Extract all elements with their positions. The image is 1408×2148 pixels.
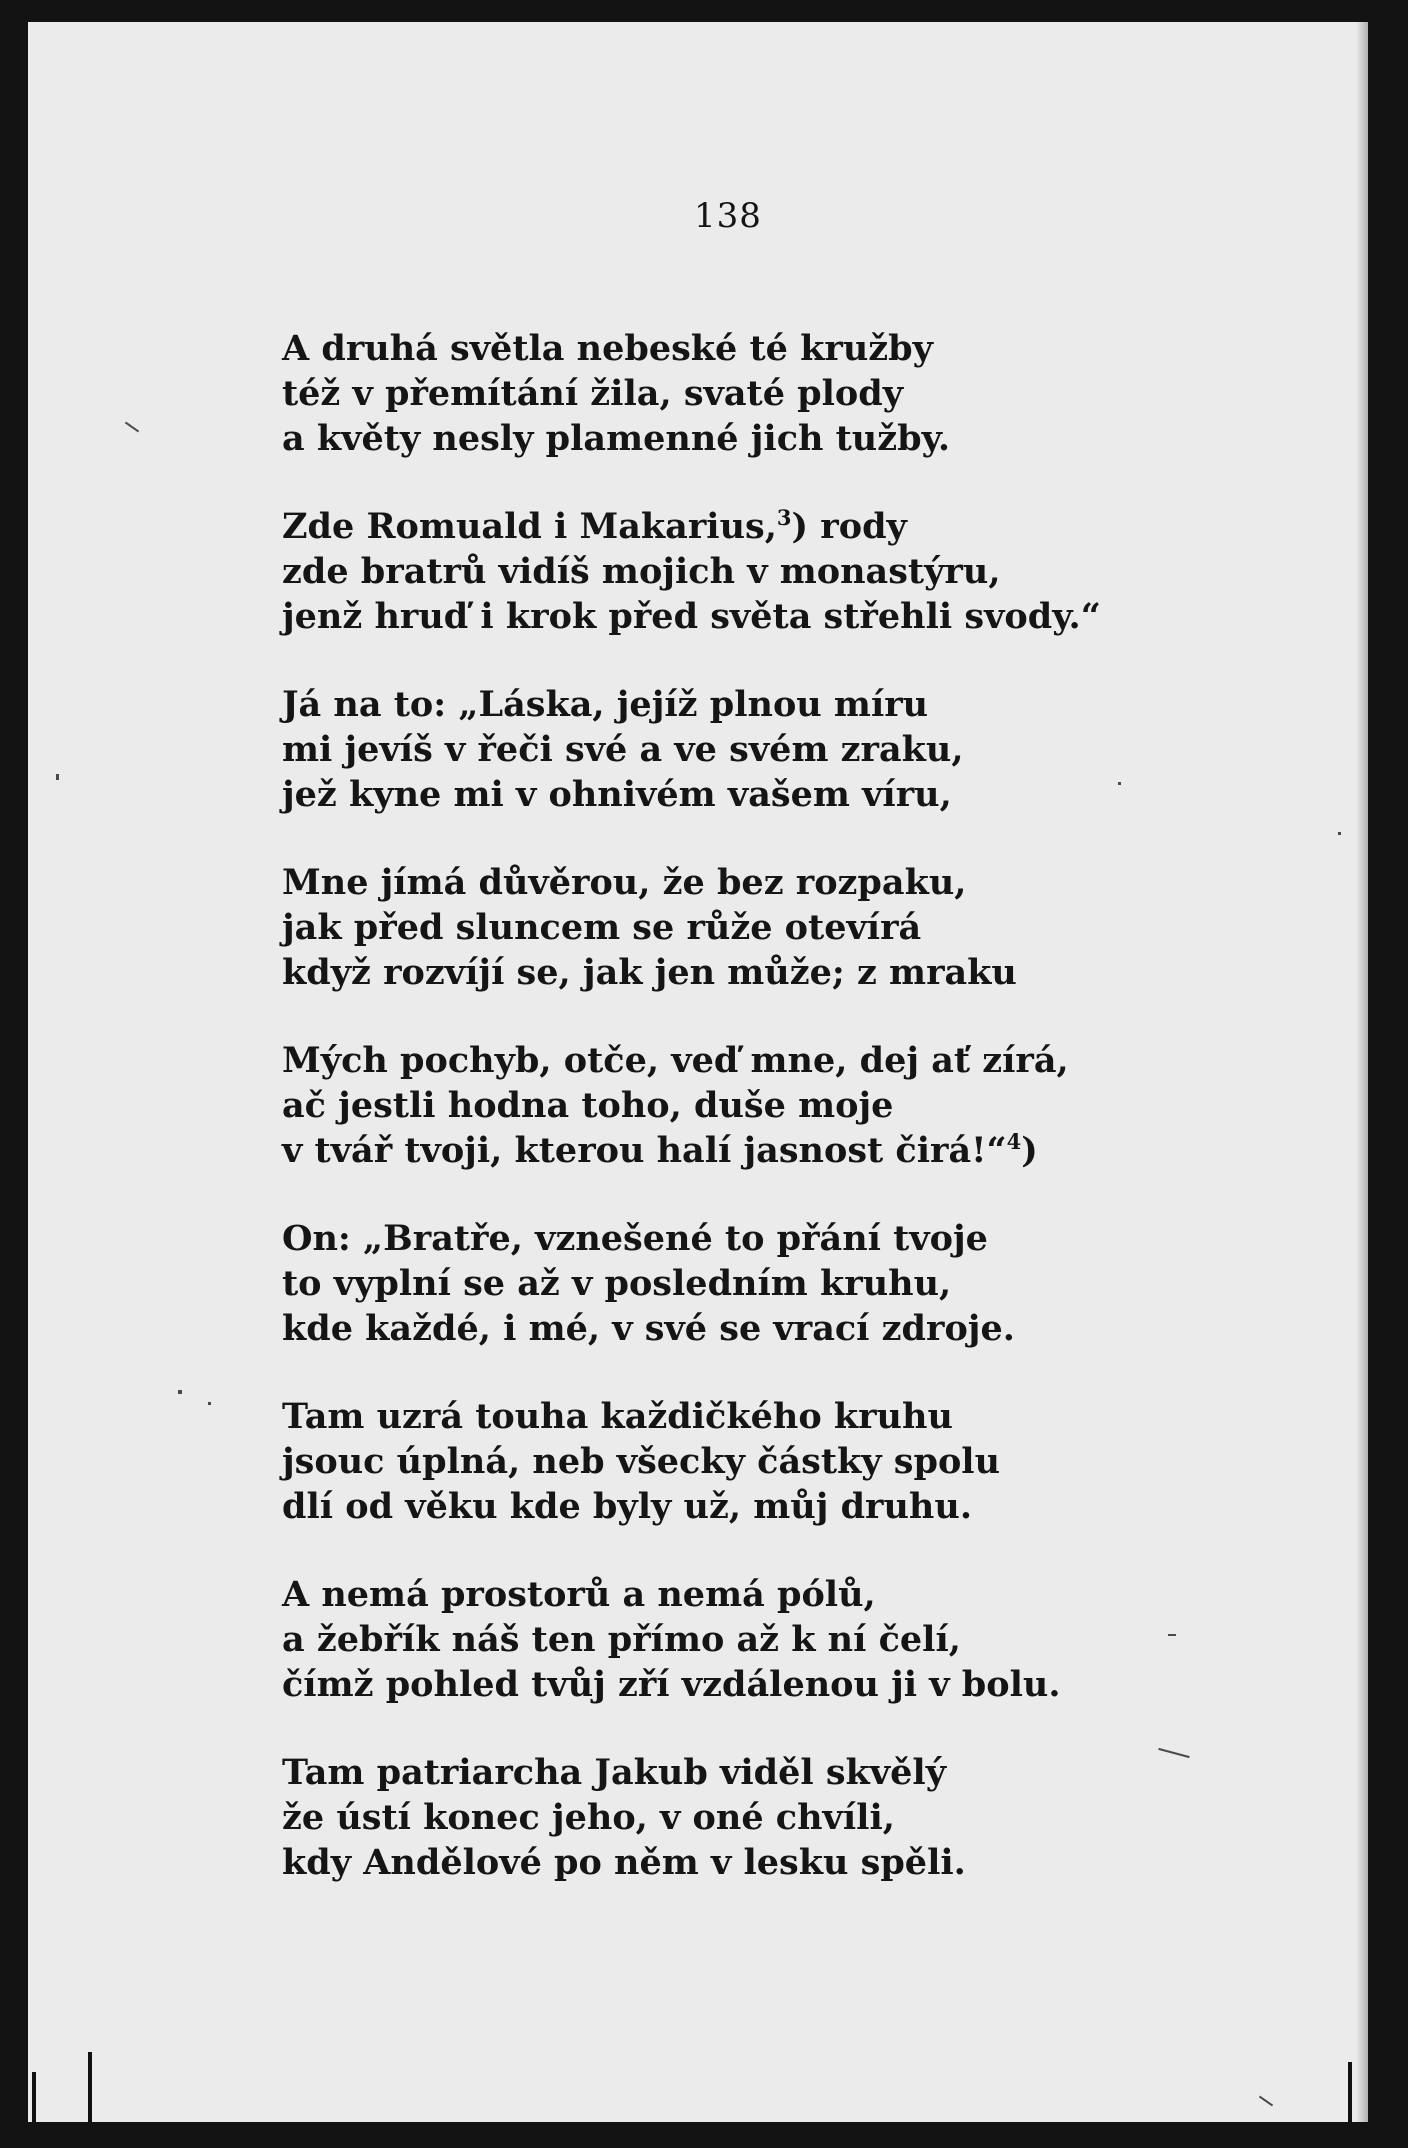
stanza: [282, 1394, 1182, 1529]
stanza: [282, 1572, 1182, 1707]
scan-speck: [125, 422, 139, 433]
verse-line: a žebřík náš ten přímo až k ní čelí,: [282, 1619, 961, 1660]
poem-text: [282, 326, 1182, 1928]
verse-line: Mých pochyb, otče, veď mne, dej ať zírá,: [282, 1040, 1069, 1081]
stanza: [282, 1216, 1182, 1351]
page-number: 138: [694, 196, 762, 236]
verse-line: Tam uzrá touha každičkého kruhu: [282, 1396, 953, 1437]
verse-line: zde bratrů vidíš mojich v monastýru,: [282, 551, 1001, 592]
stanza: [282, 682, 1182, 817]
stanza: [282, 1750, 1182, 1885]
scan-speck: [1168, 1634, 1176, 1636]
verse-line: Mne jímá důvěrou, že bez rozpaku,: [282, 862, 967, 903]
scan-speck: [56, 774, 59, 780]
stanza: [282, 1038, 1182, 1173]
scan-edge-mark: [32, 2072, 36, 2122]
verse-line: ač jestli hodna toho, duše moje: [282, 1085, 894, 1126]
verse-line: mi jevíš v řeči své a ve svém zraku,: [282, 729, 964, 770]
scan-speck: [1338, 832, 1341, 835]
verse-line: Já na to: „Láska, jejíž plnou míru: [282, 684, 929, 725]
verse-line: kde každé, i mé, v své se vrací zdroje.: [282, 1308, 1015, 1349]
scan-speck: [178, 1390, 182, 1394]
scan-edge-mark: [88, 2052, 92, 2122]
scan-speck: [208, 1402, 211, 1405]
verse-line-start: v tvář tvoji, kterou halí jasnost čirá!“: [282, 1130, 1007, 1171]
verse-line: dlí od věku kde byly už, můj druhu.: [282, 1486, 973, 1527]
verse-line: čímž pohled tvůj zří vzdálenou ji v bolu.: [282, 1664, 1061, 1705]
scan-speck: [1118, 782, 1121, 785]
verse-line: jenž hruď i krok před světa střehli svody.“: [282, 596, 1101, 637]
verse-line: Tam patriarcha Jakub viděl skvělý: [282, 1752, 947, 1793]
verse-line: že ústí konec jeho, v oné chvíli,: [282, 1797, 895, 1838]
verse-line: též v přemítání žila, svaté plody: [282, 373, 904, 414]
footnote-marker: 4: [1006, 1129, 1022, 1154]
verse-line-end: ) rody: [791, 506, 907, 547]
stanza: [282, 860, 1182, 995]
verse-line: jak před sluncem se růže otevírá: [282, 907, 922, 948]
verse-line: a květy nesly plamenné jich tužby.: [282, 418, 951, 459]
verse-line: A nemá prostorů a nemá pólů,: [282, 1574, 876, 1615]
verse-line: jsouc úplná, neb všecky částky spolu: [282, 1441, 1001, 1482]
verse-line: [282, 1128, 1182, 1173]
verse-line: když rozvíjí se, jak jen může; z mraku: [282, 952, 1017, 993]
verse-line: On: „Bratře, vznešené to přání tvoje: [282, 1218, 988, 1259]
verse-line: to vyplní se až v posledním kruhu,: [282, 1263, 952, 1304]
stanza: [282, 504, 1182, 639]
verse-line-start: Zde Romuald i Makarius,: [282, 506, 777, 547]
scan-speck: [1259, 2096, 1273, 2107]
verse-line: A druhá světla nebeské té kružby: [282, 328, 933, 369]
stanza: [282, 326, 1182, 461]
verse-line: [282, 504, 1182, 549]
paper-sheet: [28, 22, 1368, 2122]
verse-line: jež kyne mi v ohnivém vašem víru,: [282, 774, 952, 815]
footnote-marker: 3: [776, 505, 792, 530]
verse-line-end: ): [1021, 1130, 1038, 1171]
scan-edge-mark: [1348, 2062, 1352, 2122]
verse-line: kdy Andělové po něm v lesku spěli.: [282, 1842, 966, 1883]
